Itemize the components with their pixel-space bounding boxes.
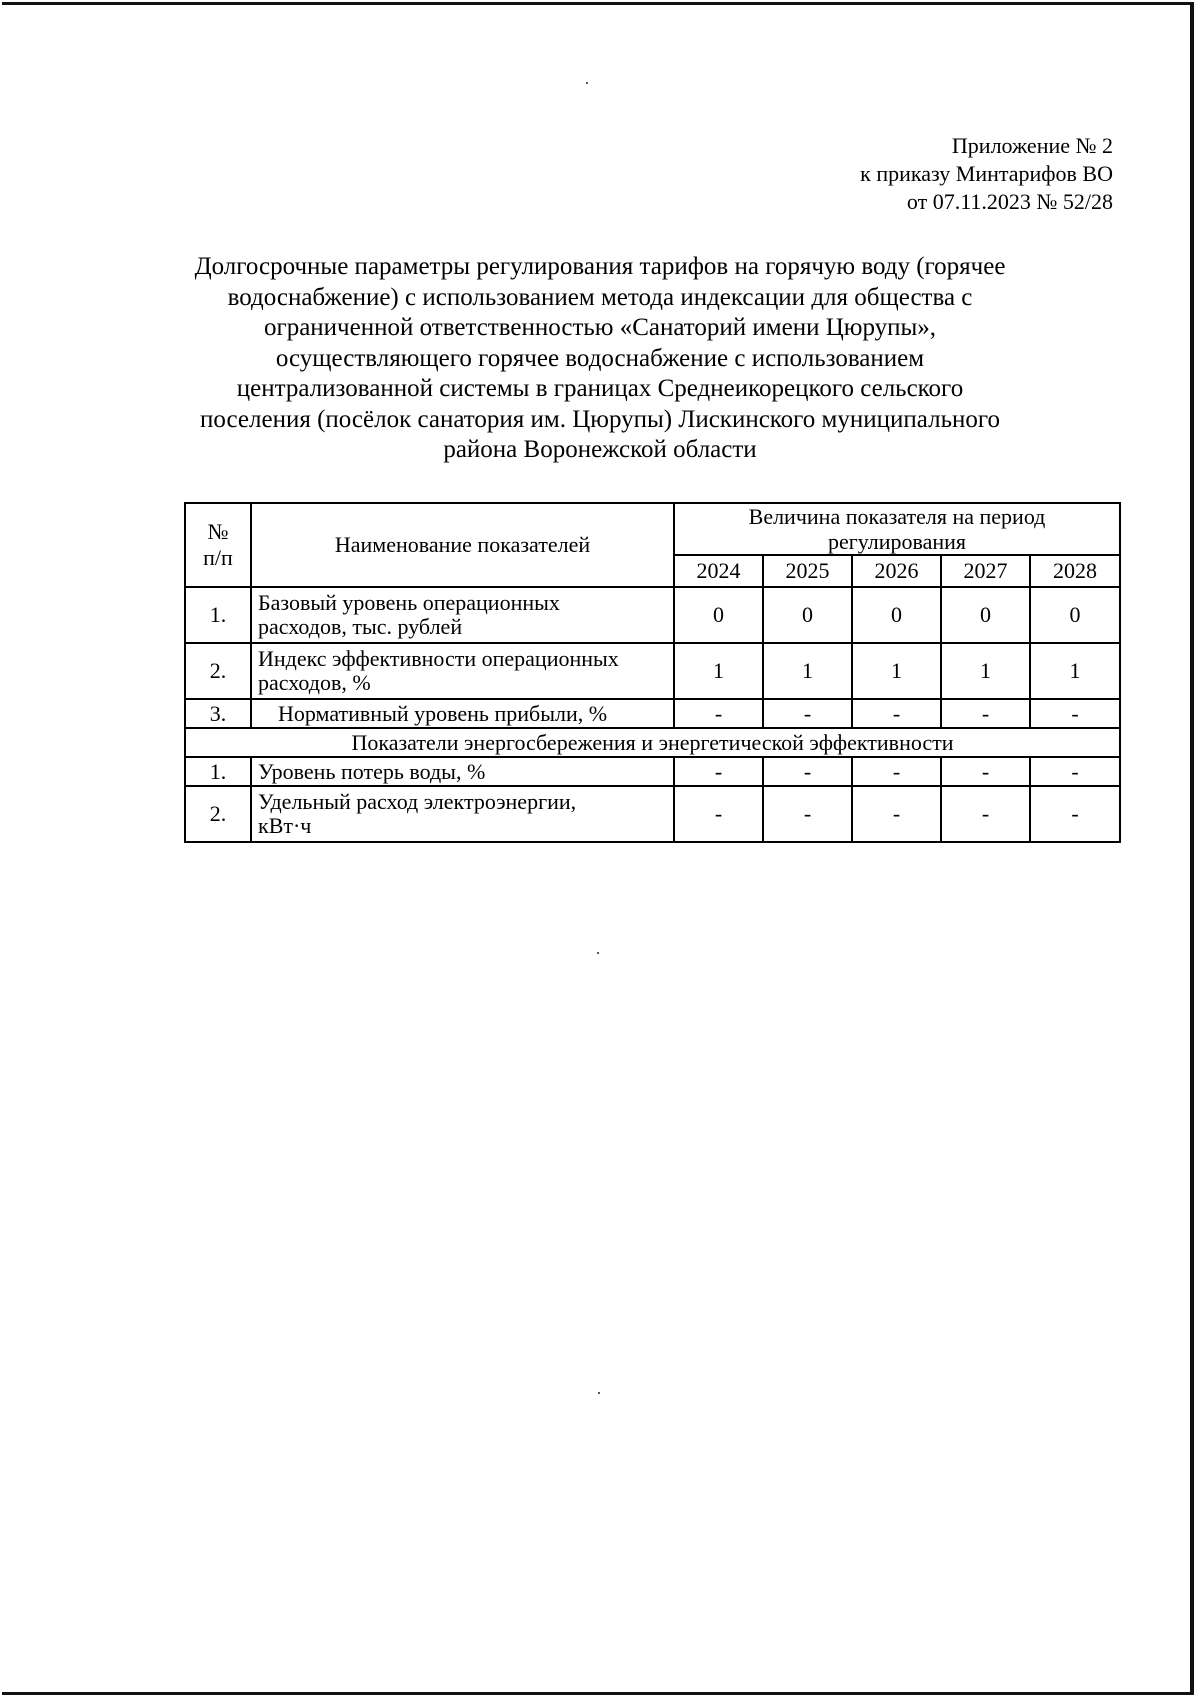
row-value: - [941, 786, 1030, 842]
row-value: - [852, 699, 941, 728]
row-number: 2. [185, 643, 251, 699]
row-name [251, 786, 674, 842]
row-value: - [674, 786, 763, 842]
row-value: - [763, 757, 852, 786]
row-value: 1 [674, 643, 763, 699]
scan-speck [586, 82, 588, 84]
table-row [185, 786, 1120, 842]
parameters-table [184, 502, 1121, 843]
row-value: 0 [852, 587, 941, 643]
row-name-line: кВт·ч [258, 813, 312, 838]
row-name-line: Индекс эффективности операционных [258, 646, 619, 671]
appendix-order-ref: к приказу Минтарифов ВО [860, 161, 1113, 186]
table-row [185, 757, 1120, 786]
row-value: - [1030, 757, 1120, 786]
title-line: централизованной системы в границах Среднеикорецкого сельского [236, 375, 964, 402]
row-name-line: расходов, % [258, 670, 371, 695]
row-name [251, 643, 674, 699]
row-value: 1 [941, 643, 1030, 699]
title-line: Долгосрочные параметры регулирования тарифов на горячую воду (горячее [194, 253, 1006, 280]
table-row [185, 587, 1120, 643]
row-value: - [1030, 699, 1120, 728]
appendix-number: Приложение № 2 [951, 133, 1113, 158]
row-value: 0 [1030, 587, 1120, 643]
row-name [251, 587, 674, 643]
row-value: 1 [763, 643, 852, 699]
header-number-symbol: № [207, 519, 229, 544]
row-value: - [941, 757, 1030, 786]
title-line: района Воронежской области [443, 436, 757, 463]
header-year: 2024 [674, 555, 763, 587]
header-year: 2027 [941, 555, 1030, 587]
header-period-line: регулирования [827, 529, 967, 554]
row-value: - [763, 786, 852, 842]
header-year: 2026 [852, 555, 941, 587]
scan-speck [598, 1392, 600, 1394]
document-title [150, 252, 1050, 466]
row-number: 1. [185, 587, 251, 643]
row-name-line: Удельный расход электроэнергии, [258, 789, 577, 814]
title-line: ограниченной ответственностью «Санаторий имени Цюрупы», [263, 314, 937, 341]
header-number-cell [185, 503, 251, 587]
appendix-header [860, 132, 1113, 216]
header-year: 2028 [1030, 555, 1120, 587]
row-name-line: Базовый уровень операционных [258, 590, 560, 615]
header-number-abbr: п/п [203, 545, 233, 570]
row-value: - [674, 699, 763, 728]
row-value: - [852, 757, 941, 786]
section-header-row [185, 728, 1120, 757]
header-name-cell: Наименование показателей [251, 503, 674, 587]
title-line: осуществляющего горячее водоснабжение с использованием [275, 344, 925, 372]
row-value: 0 [763, 587, 852, 643]
row-value: - [941, 699, 1030, 728]
table-row [185, 643, 1120, 699]
row-value: 1 [852, 643, 941, 699]
header-period-line: Величина показателя на период [748, 504, 1046, 529]
row-number: 1. [185, 757, 251, 786]
section-title: Показатели энергосбережения и энергетической эффективности [185, 728, 1120, 757]
row-value: 0 [941, 587, 1030, 643]
row-name: Уровень потерь воды, % [251, 757, 674, 786]
row-value: - [674, 757, 763, 786]
table-header-row [185, 503, 1120, 555]
row-value: 1 [1030, 643, 1120, 699]
scan-speck [597, 952, 599, 954]
appendix-order-date: от 07.11.2023 № 52/28 [906, 189, 1113, 214]
row-number: 3. [185, 699, 251, 728]
row-value: 0 [674, 587, 763, 643]
row-number: 2. [185, 786, 251, 842]
table-row [185, 699, 1120, 728]
title-line: водоснабжение) с использованием метода индексации для общества с [227, 283, 973, 311]
row-name-line: расходов, тыс. рублей [258, 614, 463, 639]
row-value: - [763, 699, 852, 728]
row-value: - [1030, 786, 1120, 842]
header-period-cell [674, 503, 1120, 555]
row-name: Нормативный уровень прибыли, % [251, 699, 674, 728]
row-value: - [852, 786, 941, 842]
header-year: 2025 [763, 555, 852, 587]
title-line: поселения (посёлок санатория им. Цюрупы) Лискинского муниципального [200, 405, 1000, 433]
